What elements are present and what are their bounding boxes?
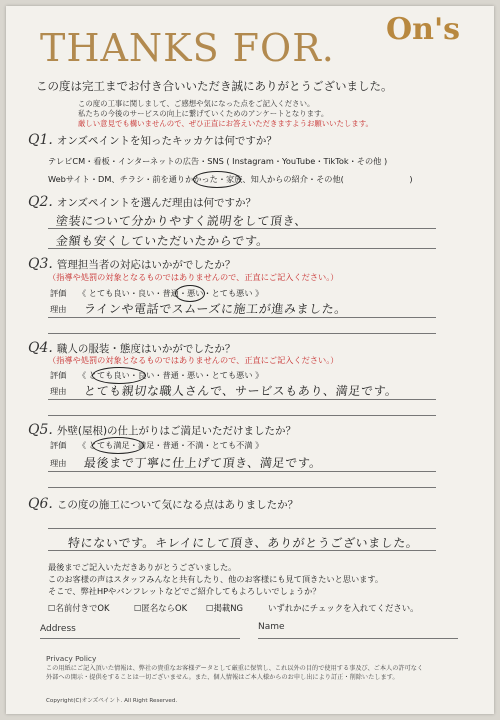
q3-rating-label: 評価 bbox=[50, 288, 67, 298]
q1-text: オンズペイントを知ったキッカケは何ですか？ bbox=[56, 135, 277, 147]
q4-rating-options: 《 とても良い・良い・普通・悪い・とても悪い 》 bbox=[78, 370, 264, 380]
privacy-title: Privacy Policy bbox=[46, 654, 97, 663]
q2-text: オンズペイントを選んだ理由は何ですか？ bbox=[56, 197, 257, 209]
q1-selected-circle bbox=[193, 171, 241, 188]
q6-rule-2 bbox=[48, 550, 436, 551]
q4-rule-1 bbox=[48, 399, 436, 400]
q5-rule-1 bbox=[48, 471, 436, 472]
copyright: Copyright(C)オンズペイント. All Right Reserved. bbox=[46, 698, 178, 704]
q5-selected-circle bbox=[92, 437, 144, 454]
q4-text: 職人の服装・態度はいかがでしたか？ bbox=[56, 343, 236, 355]
q5-text: 外壁(屋根)の仕上がりはご満足いただけましたか？ bbox=[56, 425, 297, 437]
intro-red-line: 厳しい意見でも構いませんので、ぜひ正直にお答えいただきますようお願いいたします。 bbox=[78, 119, 373, 128]
checkbox-named-ok[interactable]: ☐名前付きでOK bbox=[48, 603, 110, 613]
q3-question bbox=[28, 256, 235, 272]
q6-number: Q6. bbox=[28, 496, 53, 512]
q5-rating-options: 《 とても満足・満足・普通・不満・とても不満 》 bbox=[78, 440, 264, 450]
address-field[interactable] bbox=[40, 638, 240, 639]
q2-answer-line-2: 金額も安くしていただいたからです。 bbox=[55, 234, 270, 248]
q3-rule-1 bbox=[48, 317, 436, 318]
q5-number: Q5. bbox=[28, 422, 53, 438]
page-title: THANKS FOR. bbox=[40, 26, 335, 70]
q1-options-line-1: テレビCM・看板・インターネットの広告・SNS ( Instagram・YouTube・TikTok・その他 ) bbox=[48, 156, 388, 166]
checkbox-anonymous-ok-label: 匿名ならOK bbox=[141, 603, 188, 613]
privacy-text-2: 外部への開示・提供をすることは一切ございません。また、個人情報はご本人様からのお申し出により訂正・削除いたします。 bbox=[46, 674, 399, 681]
q5-question bbox=[28, 422, 296, 438]
q5-rule-2 bbox=[48, 487, 436, 488]
checkbox-no-publish-label: 掲載NG bbox=[213, 603, 244, 613]
intro-line-1: この度の工事に関しまして、ご感想や気になった点をご記入ください。 bbox=[78, 99, 315, 108]
address-label: Address bbox=[40, 624, 76, 634]
q3-number: Q3. bbox=[28, 256, 53, 272]
checkbox-anonymous-ok[interactable]: ☐匿名ならOK bbox=[134, 603, 188, 613]
footer-line-3: そこで、弊社HPやパンフレットなどでご紹介してもよろしいでしょうか？ bbox=[48, 586, 321, 596]
q5-reason-label: 理由 bbox=[50, 458, 67, 468]
q2-rule-2 bbox=[48, 248, 436, 249]
name-field[interactable] bbox=[258, 638, 458, 639]
q4-answer: とても親切な職人さんで、サービスもあり、満足です。 bbox=[83, 384, 399, 398]
privacy-text-1: この用紙にご記入頂いた情報は、弊社の貴重なお客様データとして厳重に保管し、これ以外の目的で使用する事及び、ご本人の許可なく bbox=[46, 665, 424, 672]
checkbox-no-publish[interactable]: ☐掲載NG bbox=[206, 603, 244, 613]
q4-question bbox=[28, 340, 235, 356]
q4-rule-2 bbox=[48, 415, 436, 416]
q5-answer: 最後まで丁寧に仕上げて頂き、満足です。 bbox=[83, 456, 323, 470]
survey-sheet bbox=[6, 6, 494, 714]
q3-rating-options: 《 とても良い・良い・普通・悪い・とても悪い 》 bbox=[78, 288, 264, 298]
q6-answer: 特にないです。キレイにして頂き、ありがとうございました。 bbox=[67, 536, 420, 550]
ons-logo: On's bbox=[386, 12, 461, 47]
q3-rule-2 bbox=[48, 333, 436, 334]
q6-question bbox=[28, 496, 298, 512]
q6-text: この度の施工について気になる点はありましたか？ bbox=[56, 499, 299, 511]
q5-rating-label: 評価 bbox=[50, 440, 67, 450]
q6-rule-1 bbox=[48, 528, 436, 529]
footer-line-1: 最後までご記入いただきありがとうございました。 bbox=[48, 562, 237, 572]
q4-number: Q4. bbox=[28, 340, 53, 356]
check-hint: いずれかにチェックを入れてください。 bbox=[268, 603, 419, 613]
lead-text: この度は完工までお付き合いいただき誠にありがとうございました。 bbox=[36, 79, 393, 93]
q1-number: Q1. bbox=[28, 132, 53, 148]
q2-question bbox=[28, 194, 256, 210]
q3-text: 管理担当者の対応はいかがでしたか？ bbox=[56, 259, 236, 271]
q1-options-line-2: Webサイト・DM、チラシ・前を通りかかった・家族、知人からの紹介・その他( ) bbox=[48, 174, 413, 184]
name-label: Name bbox=[258, 622, 285, 632]
footer-line-2: このお客様の声はスタッフみんなと共有したり、他のお客様にも見て頂きたいと思います。 bbox=[48, 574, 384, 584]
q3-note: （指導や処罰の対象となるものではありませんので、正直にご記入ください。） bbox=[48, 272, 339, 282]
q3-reason-label: 理由 bbox=[50, 304, 67, 314]
q4-reason-label: 理由 bbox=[50, 386, 67, 396]
q2-rule-1 bbox=[48, 228, 436, 229]
q4-note: （指導や処罰の対象となるものではありませんので、正直にご記入ください。） bbox=[48, 355, 339, 365]
checkbox-named-ok-label: 名前付きでOK bbox=[55, 603, 110, 613]
q4-rating-label: 評価 bbox=[50, 370, 67, 380]
intro-line-2: 私たちの今後のサービスの向上に繋げていくためのアンケートとなります。 bbox=[78, 109, 329, 118]
q2-answer-line-1: 塗装について分かりやすく説明をして頂き、 bbox=[55, 214, 308, 228]
q1-question bbox=[28, 132, 277, 148]
intro-block bbox=[78, 99, 373, 129]
q3-answer: ラインや電話でスムーズに施工が進みました。 bbox=[83, 302, 348, 316]
q2-number: Q2. bbox=[28, 194, 53, 210]
